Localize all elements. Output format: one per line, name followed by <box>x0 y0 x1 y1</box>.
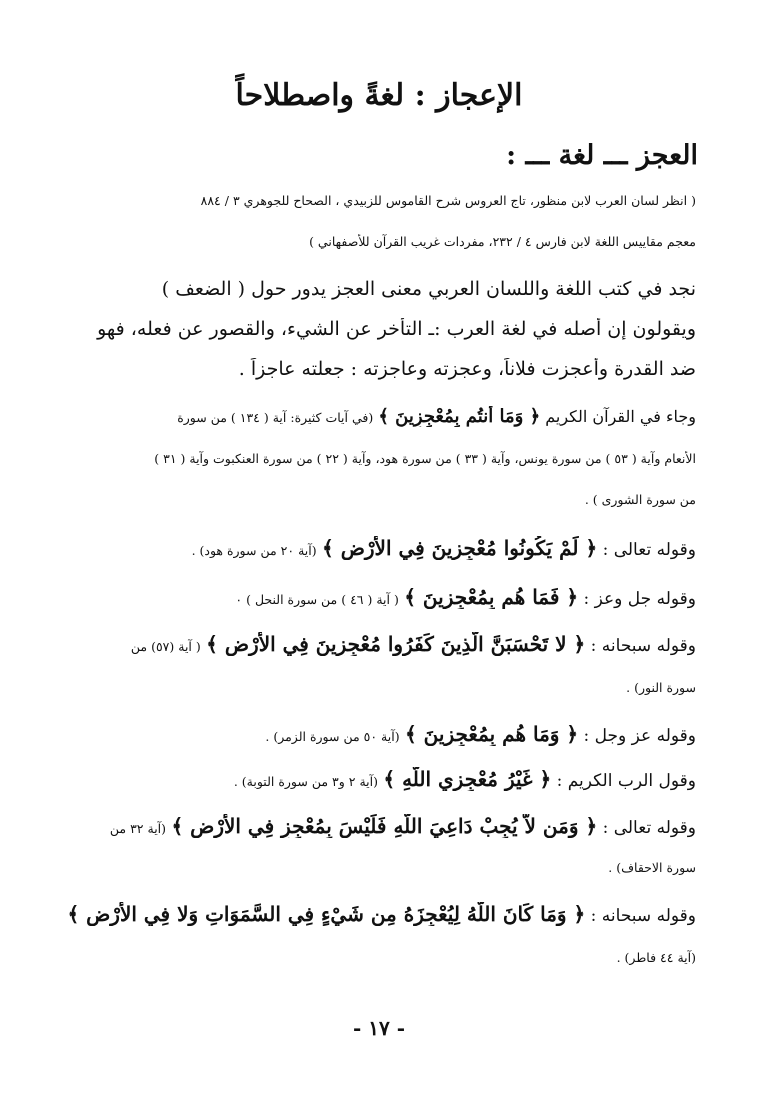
verse-reference-continuation: (آية ٤٤ فاطر) . <box>616 950 696 965</box>
verse-reference: ( آية (٥٧) من <box>130 639 201 654</box>
citation-lead: وقوله سبحانه : <box>590 636 696 656</box>
verse-citation <box>62 585 696 609</box>
quran-intro-verse: ﴿ وَمَا أَنتُم بِمُعْجِزِينَ ﴾ <box>378 406 541 427</box>
verse-reference: (آية ٢٠ من سورة هود) . <box>191 543 317 558</box>
quran-verse: ﴿ وَمَا كَانَ اللَّهُ لِيُعْجِزَهُ مِن شَيْءٍ فِي السَّمَوَاتِ وَلا فِي الأَرْضِ ﴾ <box>67 902 586 926</box>
quran-intro-line-3: من سورة الشورى ) . <box>584 492 696 507</box>
verse-citation <box>62 722 696 746</box>
verse-reference: (آية ٢ و٣ من سورة التوبة) . <box>233 774 378 789</box>
quran-verse: ﴿ لَمْ يَكُونُوا مُعْجِزِينَ فِي الأَرْضِ ﴾ <box>322 536 598 560</box>
quran-verse: ﴿ وَمَا هُم بِمُعْجِزِينَ ﴾ <box>405 722 579 746</box>
citation-lead: وقوله تعالى : <box>602 540 696 560</box>
section-heading: العجز ـــ لغة ـــ : <box>506 140 698 171</box>
quran-intro-line-2: الأنعام وآية ( ٥٣ ) من سورة يونس، وآية ( ٣٣ ) من سورة هود، وآية ( ٢٢ ) من سورة العنكبوت وآية ( ٣١ ) <box>154 451 696 466</box>
verse-citation <box>62 814 696 838</box>
quran-intro-line-1 <box>62 406 696 427</box>
verse-reference-continuation: سورة الاحقاف) . <box>608 860 696 875</box>
citation-lead: وقوله جل وعز : <box>583 589 696 609</box>
quran-verse: ﴿ لا تَحْسَبَنَّ الَّذِينَ كَفَرُوا مُعْجِزِينَ فِي الأَرْضِ ﴾ <box>206 632 586 656</box>
verse-reference: (آية ٣٢ من <box>109 821 167 836</box>
quran-verse: ﴿ غَيْرُ مُعْجِزِي اللَّهِ ﴾ <box>383 767 552 791</box>
citation-lead: وقوله سبحانه : <box>590 906 696 926</box>
verse-citation <box>62 536 696 560</box>
verse-citation <box>62 767 696 791</box>
sources-note-line-2: معجم مقاييس اللغة لابن فارس ٤ / ٢٣٢، مفردات غريب القرآن للأصفهاني ) <box>309 234 696 249</box>
citation-lead: وقوله عز وجل : <box>583 726 696 746</box>
verse-citation <box>62 902 696 926</box>
sources-note-line-1: ( انظر لسان العرب لابن منظور، تاج العروس شرح القاموس للزبيدي ، الصحاح للجوهري ٣ / ٨٨٤ <box>200 193 696 208</box>
quran-verse: ﴿ فَمَا هُم بِمُعْجِزِينَ ﴾ <box>404 585 579 609</box>
verse-reference: (آية ٥٠ من سورة الزمر) . <box>265 729 400 744</box>
page-title: الإعجاز : لغةً واصطلاحاً <box>235 78 523 113</box>
verse-reference-continuation: سورة النور) . <box>626 680 696 695</box>
paragraph-line-1: نجد في كتب اللغة واللسان العربي معنى العجز يدور حول ( الضعف ) <box>161 278 696 300</box>
quran-intro-lead: وجاء في القرآن الكريم <box>545 407 696 426</box>
page-number: - ١٧ - <box>352 1016 405 1040</box>
citation-lead: وقوله تعالى : <box>602 818 696 838</box>
quran-intro-reference: (في آيات كثيرة: آية ( ١٣٤ ) من سورة <box>177 410 374 425</box>
paragraph-line-3: ضد القدرة وأعجزت فلاناً، وعجزته وعاجزته : جعلته عاجزاً . <box>238 358 696 380</box>
verse-citation <box>62 632 696 656</box>
quran-verse: ﴿ وَمَن لاَّ يُجِبْ دَاعِيَ اللَّهِ فَلَيْسَ بِمُعْجِزٍ فِي الأَرْضِ ﴾ <box>171 814 598 838</box>
paragraph-line-2: ويقولون إن أصله في لغة العرب :ـ التأخر عن الشيء، والقصور عن فعله، فهو <box>97 318 696 340</box>
verse-reference: ( آية ( ٤٦ ) من سورة النحل ) ٠ <box>235 592 399 607</box>
citation-lead: وقول الرب الكريم : <box>556 771 696 791</box>
